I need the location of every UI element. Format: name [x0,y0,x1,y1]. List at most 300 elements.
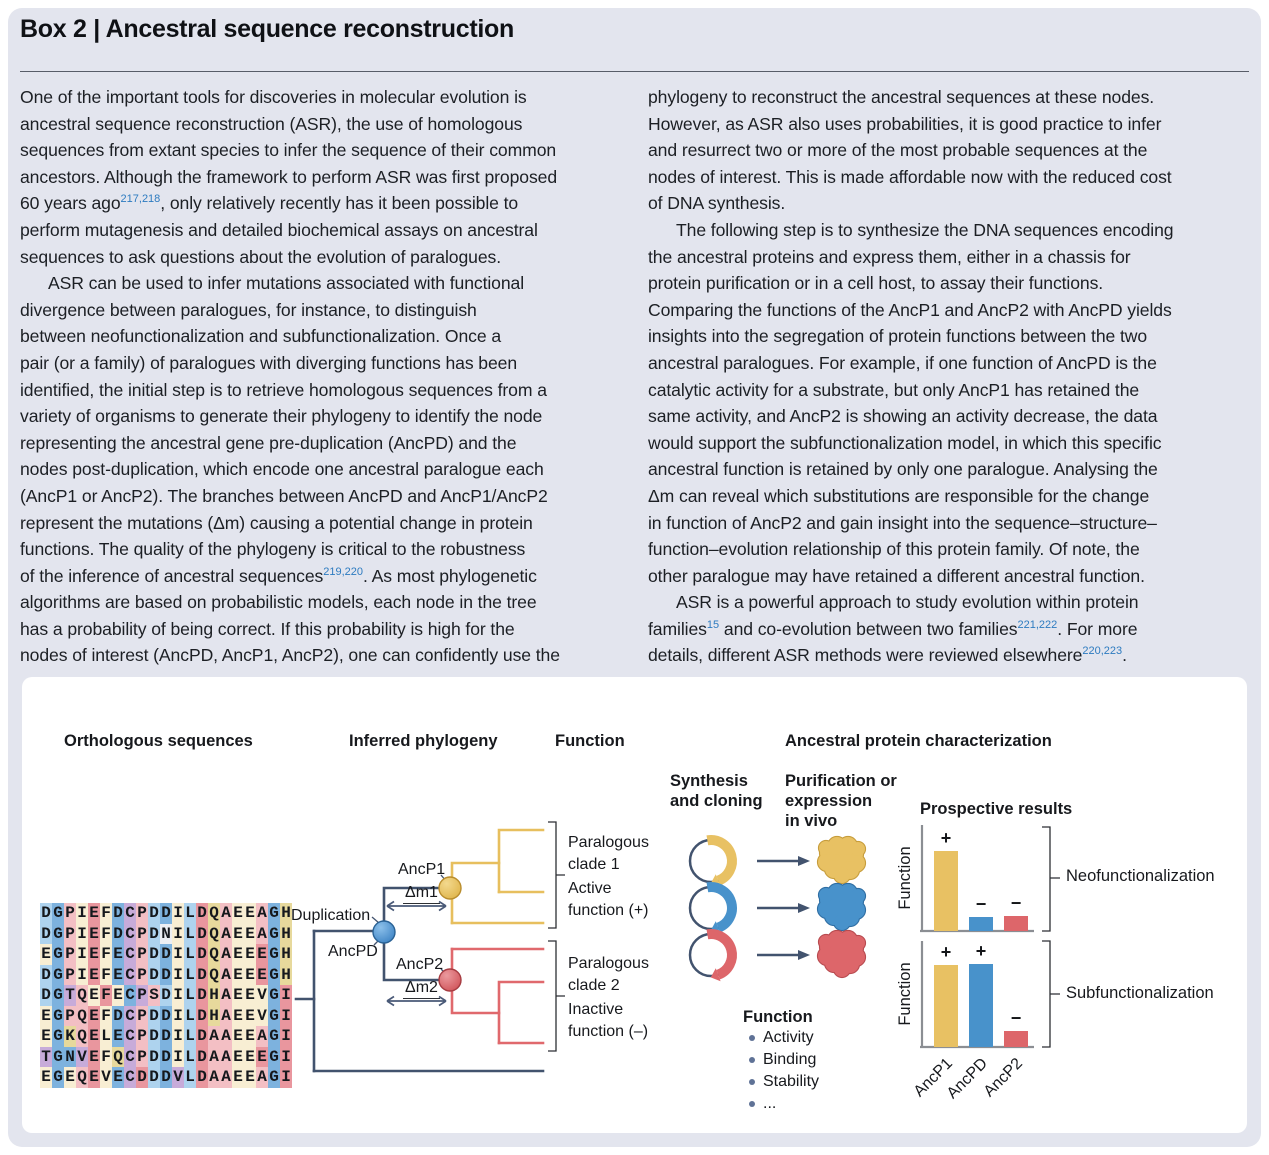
alignment-cell: A [257,924,267,943]
alignment-cell: E [113,986,123,1004]
alignment-cell: E [245,965,255,984]
clade1-label-line1: Paralogous [568,834,649,851]
alignment-cell: A [209,1047,219,1066]
alignment-cell: G [269,1068,279,1086]
text-line: ASR is a powerful approach to study evolution within protein [676,592,1139,613]
delta-m2-label: Δm2 [403,978,440,999]
alignment-cell: D [41,924,51,943]
alignment-cell: D [149,1047,159,1066]
alignment-cell: D [161,904,171,922]
alignment-cell: E [89,1068,99,1086]
alignment-cell: E [245,945,255,963]
arrow-icon [757,950,810,960]
alignment-cell: P [65,965,75,984]
paralogous-clade1-branches [452,830,543,923]
alignment-cell: D [149,1068,159,1086]
ancp1-node-icon [439,877,461,899]
alignment-cell: D [161,945,171,963]
alignment-cell: E [245,1068,255,1086]
bar-sign-label: − [1010,893,1022,913]
ancp2-label: AncP2 [396,956,444,973]
plasmid-icon [690,840,732,887]
alignment-row [40,1026,292,1047]
alignment-cell: A [221,1068,231,1086]
bar [1004,916,1028,931]
header-ancestral-protein-characterization: Ancestral protein characterization [785,732,1052,750]
text-line: between neofunctionalization and subfunctionalization. Once a [20,326,502,347]
figure-panel [22,677,1247,1133]
alignment-cell: Q [209,945,219,963]
text-line: of the inference of ancestral sequences$^{219,220}$. As most phylogenetic [20,565,537,586]
alignment-cell: I [77,965,87,984]
alignment-cell: C [125,986,135,1004]
alignment-cell: D [197,904,207,922]
x-tick-label: AncPD [943,1055,992,1103]
text-line: ancestral sequence reconstruction (ASR), the use of homologous [20,113,523,134]
bullet-icon [749,1057,755,1063]
alignment-cell: A [209,1027,219,1045]
alignment-cell: A [221,1027,231,1045]
alignment-cell: L [185,1068,195,1086]
purification-label-line2: expression [785,792,873,810]
bar-sign-label: + [940,942,952,962]
alignment-cell: C [125,945,135,963]
text-line: sequences from extant species to infer the sequence of their common [20,140,557,161]
alignment-cell: F [101,945,111,963]
alignment-cell: H [209,986,219,1004]
alignment-cell: I [281,986,291,1004]
alignment-cell: D [161,1068,171,1086]
alignment-cell: E [89,986,99,1004]
alignment-cell: E [89,1027,99,1045]
alignment-cell: G [53,924,63,943]
alignment-cell: P [137,924,147,943]
alignment-cell: D [197,986,207,1004]
text-line: catalytic activity for a substrate, but only AncP1 has retained the [648,379,1140,400]
alignment-cell: E [113,945,123,963]
alignment-cell: N [65,1047,75,1066]
clade2-function-line2: function (–) [568,1023,649,1040]
text-line: and resurrect two or more of the most probable sequences at the [648,140,1148,161]
alignment-cell: S [149,986,159,1004]
alignment-cell: I [173,965,183,984]
bullet-icon [749,1035,755,1041]
text-line: One of the important tools for discoveries in molecular evolution is [20,87,527,107]
alignment-row [40,903,292,924]
alignment-row [40,1006,292,1027]
text-line: identified, the initial step is to retrieve homologous sequences from a [20,379,547,400]
alignment-cell: L [185,986,195,1004]
alignment-cell: E [89,965,99,984]
alignment-cell: G [53,945,63,963]
alignment-cell: P [137,1027,147,1045]
alignment-cell: E [41,1006,51,1025]
text-line: (AncP1 or AncP2). The branches between AncPD and AncP1/AncP2 [20,485,548,506]
alignment-cell: E [113,1068,123,1086]
ancpd-node-icon [373,921,395,943]
alignment-cell: P [137,965,147,984]
alignment-cell: E [41,945,51,963]
text-line: ancestral function is retained by only one paralogue. Analysing the [648,459,1158,480]
alignment-cell: D [197,1027,207,1045]
alignment-cell: F [101,904,111,922]
alignment-cell: E [245,1047,255,1066]
alignment-cell: C [125,1068,135,1086]
alignment-cell: E [245,1006,255,1025]
protein-blob-icon [818,884,865,930]
header-inferred-phylogeny: Inferred phylogeny [349,732,498,750]
alignment-cell: I [173,1047,183,1066]
alignment-cell: D [113,924,123,943]
alignment-cell: E [89,1006,99,1025]
alignment-cell: E [233,924,243,943]
bullet-icon [749,1101,755,1107]
chart1-ylabel: Function [896,846,914,910]
bar [969,917,993,931]
alignment-cell: E [233,986,243,1004]
alignment-row [40,924,292,945]
alignment-cell: L [185,1047,195,1066]
alignment-cell: D [113,904,123,922]
text-line: functions. The quality of the phylogeny is critical to the robustness [20,539,526,560]
alignment-cell: E [233,1006,243,1025]
text-column-right [648,84,1256,669]
alignment-cell: D [149,904,159,922]
alignment-cell: A [221,945,231,963]
text-line: in function of AncP2 and gain insight into the sequence–structure– [648,512,1157,533]
clade2-label-line1: Paralogous [568,955,649,972]
text-line: same activity, and AncP2 is showing an activity decrease, the data [648,406,1158,427]
alignment-cell: V [257,1006,267,1025]
alignment-cell: E [257,1047,267,1066]
function-list-item: ... [763,1095,777,1112]
alignment-cell: D [113,1006,123,1025]
alignment-cell: L [185,1027,195,1045]
text-line: nodes of interest. This is made affordable now with the reduced cost [648,166,1172,187]
alignment-cell: D [161,965,171,984]
alignment-cell: E [233,945,243,963]
alignment-cell: P [137,986,147,1004]
protein-blob-icon [818,837,865,883]
neofunctionalization-label: Neofunctionalization [1066,867,1215,885]
synthesis-label-line1: Synthesis [670,772,748,790]
text-line: 60 years ago$^{217,218}$, only relatively recently has it been possible to [20,193,519,214]
alignment-cell: G [269,945,279,963]
alignment-cell: C [125,965,135,984]
alignment-cell: G [269,904,279,922]
alignment-cell: P [137,945,147,963]
text-line: representing the ancestral gene pre-duplication (AncPD) and the [20,432,517,453]
reference-superscript: 221,222 [1017,618,1058,631]
bar-sign-label: − [975,894,987,914]
arrow-icon [757,856,810,866]
alignment-cell: D [197,945,207,963]
alignment-cell: G [53,1027,63,1045]
bar [934,851,958,931]
alignment-cell: P [137,904,147,922]
alignment-cell: P [137,1006,147,1025]
text-line: details, different ASR methods were reviewed elsewhere$^{220,223}$. [648,645,1127,666]
alignment-cell: Q [77,1006,87,1025]
alignment-cell: Q [209,904,219,922]
alignment-cell: D [161,986,171,1004]
prospective-results-label: Prospective results [920,800,1073,818]
alignment-cell: G [269,924,279,943]
text-line: Δm can reveal which substitutions are responsible for the change [648,485,1150,506]
alignment-cell: D [161,1047,171,1066]
text-line: The following step is to synthesize the DNA sequences encoding [676,219,1174,240]
alignment-cell: A [221,1047,231,1066]
alignment-cell: E [233,1027,243,1045]
text-line: has a probability of being correct. If this probability is high for the [20,618,515,639]
alignment-row [40,944,292,965]
alignment-cell: A [221,904,231,922]
sequence-alignment [40,903,292,1088]
alignment-cell: A [221,924,231,943]
reference-superscript: 217,218 [120,193,161,206]
alignment-cell: E [245,1027,255,1045]
alignment-cell: H [281,924,291,943]
reference-superscript: 219,220 [323,565,363,578]
alignment-cell: G [269,1047,279,1066]
text-line: pair (or a family) of paralogues with diverging functions has been [20,352,518,373]
arrow-icon [757,903,810,913]
text-line: the ancestral proteins and express them, either in a chassis for [648,246,1131,267]
alignment-cell: P [65,924,75,943]
function-list-title: Function [743,1008,813,1026]
alignment-cell: L [185,945,195,963]
text-column-left [20,84,632,669]
alignment-cell: E [113,965,123,984]
alignment-cell: G [269,986,279,1004]
text-line: phylogeny to reconstruct the ancestral sequences at these nodes. [648,87,1155,107]
alignment-cell: C [125,1047,135,1066]
box-title: Box 2 | Ancestral sequence reconstruction [20,15,514,43]
alignment-cell: G [269,965,279,984]
text-line: function–evolution relationship of this protein family. Of note, the [648,539,1140,560]
synthesis-label-line2: and cloning [670,792,763,810]
alignment-cell: F [101,1047,111,1066]
clade2-label-line2: clade 2 [568,977,620,994]
alignment-cell: E [233,965,243,984]
alignment-cell: G [53,1068,63,1086]
alignment-cell: E [257,965,267,984]
alignment-cell: F [101,986,111,1004]
delta-m1-label: Δm1 [403,883,440,904]
protein-blob-icon [818,931,865,977]
bar [1004,1031,1028,1047]
alignment-cell: A [221,1006,231,1025]
bar [969,964,993,1047]
alignment-cell: Q [77,1027,87,1045]
plasmid-icon [690,934,732,981]
alignment-cell: D [41,904,51,922]
text-line: However, as ASR also uses probabilities, it is good practice to infer [648,113,1162,134]
alignment-cell: V [173,1068,183,1086]
alignment-cell: E [233,1068,243,1086]
alignment-cell: L [185,904,195,922]
alignment-cell: F [101,1006,111,1025]
alignment-cell: G [53,904,63,922]
text-line: ancestral paralogues. For example, if one function of AncPD is the [648,352,1157,373]
alignment-cell: F [101,965,111,984]
alignment-row [40,965,292,986]
alignment-cell: Q [209,965,219,984]
alignment-cell: I [173,1027,183,1045]
x-tick-label: AncP2 [980,1055,1027,1101]
text-line: ancestors. Although the framework to perform ASR was first proposed [20,166,558,187]
plasmid-icon [690,887,732,934]
alignment-cell: A [257,1068,267,1086]
alignment-cell: G [53,965,63,984]
text-line: nodes post-duplication, which encode one ancestral paralogue each [20,459,544,480]
alignment-cell: D [161,1027,171,1045]
alignment-cell: P [65,1006,75,1025]
bar [934,965,958,1047]
header-function: Function [555,732,625,750]
alignment-cell: A [257,904,267,922]
alignment-cell: A [257,1027,267,1045]
alignment-cell: I [173,945,183,963]
alignment-cell: P [65,904,75,922]
alignment-cell: I [281,1068,291,1086]
header-orthologous-sequences: Orthologous sequences [64,732,253,750]
alignment-row [40,985,292,1006]
alignment-cell: I [281,1006,291,1025]
alignment-cell: A [209,1068,219,1086]
alignment-cell: D [41,965,51,984]
alignment-cell: E [245,986,255,1004]
alignment-cell: I [77,945,87,963]
alignment-cell: K [65,1027,75,1045]
alignment-cell: C [125,1027,135,1045]
alignment-cell: A [221,986,231,1004]
alignment-row [40,1047,292,1068]
alignment-cell: C [125,924,135,943]
bullet-icon [749,1079,755,1085]
text-line: insights into the segregation of protein functions between the two [648,326,1148,347]
alignment-cell: H [281,945,291,963]
alignment-cell: N [161,924,171,943]
clade1-function-line1: Active [568,880,612,897]
alignment-cell: Q [77,986,87,1004]
text-line: variety of organisms to generate their phylogeny to identify the node [20,406,543,427]
text-line: perform mutagenesis and detailed biochemical assays on ancestral [20,219,538,240]
alignment-cell: Q [113,1047,123,1066]
text-line: ASR can be used to infer mutations associated with functional [48,273,525,294]
text-line: of DNA synthesis. [648,193,786,214]
alignment-cell: E [245,924,255,943]
alignment-cell: G [269,1006,279,1025]
bar-sign-label: + [940,828,952,848]
alignment-cell: F [101,924,111,943]
ancp1-label: AncP1 [398,861,446,878]
alignment-cell: E [65,1068,75,1086]
alignment-cell: D [149,965,159,984]
alignment-cell: L [185,1006,195,1025]
alignment-cell: E [233,904,243,922]
alignment-cell: E [89,924,99,943]
purification-label-line3: in vivo [785,812,838,830]
alignment-cell: E [257,945,267,963]
reference-superscript: 15 [706,618,720,631]
alignment-cell: D [197,1006,207,1025]
clade2-function-line1: Inactive [568,1001,624,1018]
bar-sign-label: − [1010,1008,1022,1028]
function-list-item: Stability [763,1073,820,1090]
title-divider [20,71,1249,72]
alignment-cell: I [77,924,87,943]
alignment-cell: V [101,1068,111,1086]
bar-sign-label: + [975,941,987,961]
text-line: sequences to ask questions about the evolution of paralogues. [20,246,502,267]
alignment-cell: E [89,945,99,963]
subfunctionalization-label: Subfunctionalization [1066,984,1214,1002]
alignment-cell: C [125,1006,135,1025]
alignment-cell: E [233,1047,243,1066]
alignment-cell: D [149,945,159,963]
alignment-cell: C [125,904,135,922]
alignment-cell: D [149,924,159,943]
text-line: families$^{15}$ and co-evolution between two families$^{221,222}$. For more [648,618,1138,639]
duplication-label: Duplication [291,907,371,924]
alignment-cell: E [245,904,255,922]
alignment-cell: I [173,904,183,922]
alignment-cell: L [185,924,195,943]
clade1-function-line2: function (+) [568,902,649,919]
alignment-cell: E [41,1068,51,1086]
alignment-cell: D [149,1006,159,1025]
alignment-cell: G [269,1027,279,1045]
chart2-ylabel: Function [896,962,914,1026]
chart-brackets [1042,827,1060,1047]
alignment-cell: H [281,965,291,984]
alignment-cell: V [77,1047,87,1066]
function-list-item: Binding [763,1051,817,1068]
function-list-item: Activity [763,1029,814,1046]
alignment-cell: H [281,904,291,922]
text-line: divergence between paralogues, for instance, to distinguish [20,299,477,320]
text-line: other paralogue may have retained a different ancestral function. [648,565,1145,586]
alignment-cell: E [89,1047,99,1066]
alignment-cell: D [197,924,207,943]
reference-superscript: 220,223 [1082,645,1123,658]
alignment-cell: L [101,1027,111,1045]
alignment-cell: I [173,1006,183,1025]
alignment-cell: Q [209,924,219,943]
alignment-cell: P [65,945,75,963]
paralogous-clade2-branches [452,949,543,1043]
alignment-cell: I [173,924,183,943]
x-tick-label: AncP1 [910,1055,957,1101]
alignment-cell: D [197,1047,207,1066]
alignment-cell: L [185,965,195,984]
alignment-cell: D [137,1068,147,1086]
text-line: algorithms are based on probabilistic models, each node in the tree [20,592,537,613]
text-line: Comparing the functions of the AncP1 and AncP2 with AncPD yields [648,299,1172,320]
alignment-cell: D [197,1068,207,1086]
ancpd-label: AncPD [328,943,378,960]
text-line: nodes of interest (AncPD, AncP1, AncP2), one can confidently use the [20,645,560,666]
alignment-cell: D [161,1006,171,1025]
alignment-cell: I [281,1027,291,1045]
text-line: would support the subfunctionalization model, in which this specific [648,432,1162,453]
alignment-cell: I [281,1047,291,1066]
alignment-cell: E [41,1027,51,1045]
alignment-cell: D [197,965,207,984]
alignment-cell: P [137,1047,147,1066]
alignment-cell: D [149,1027,159,1045]
